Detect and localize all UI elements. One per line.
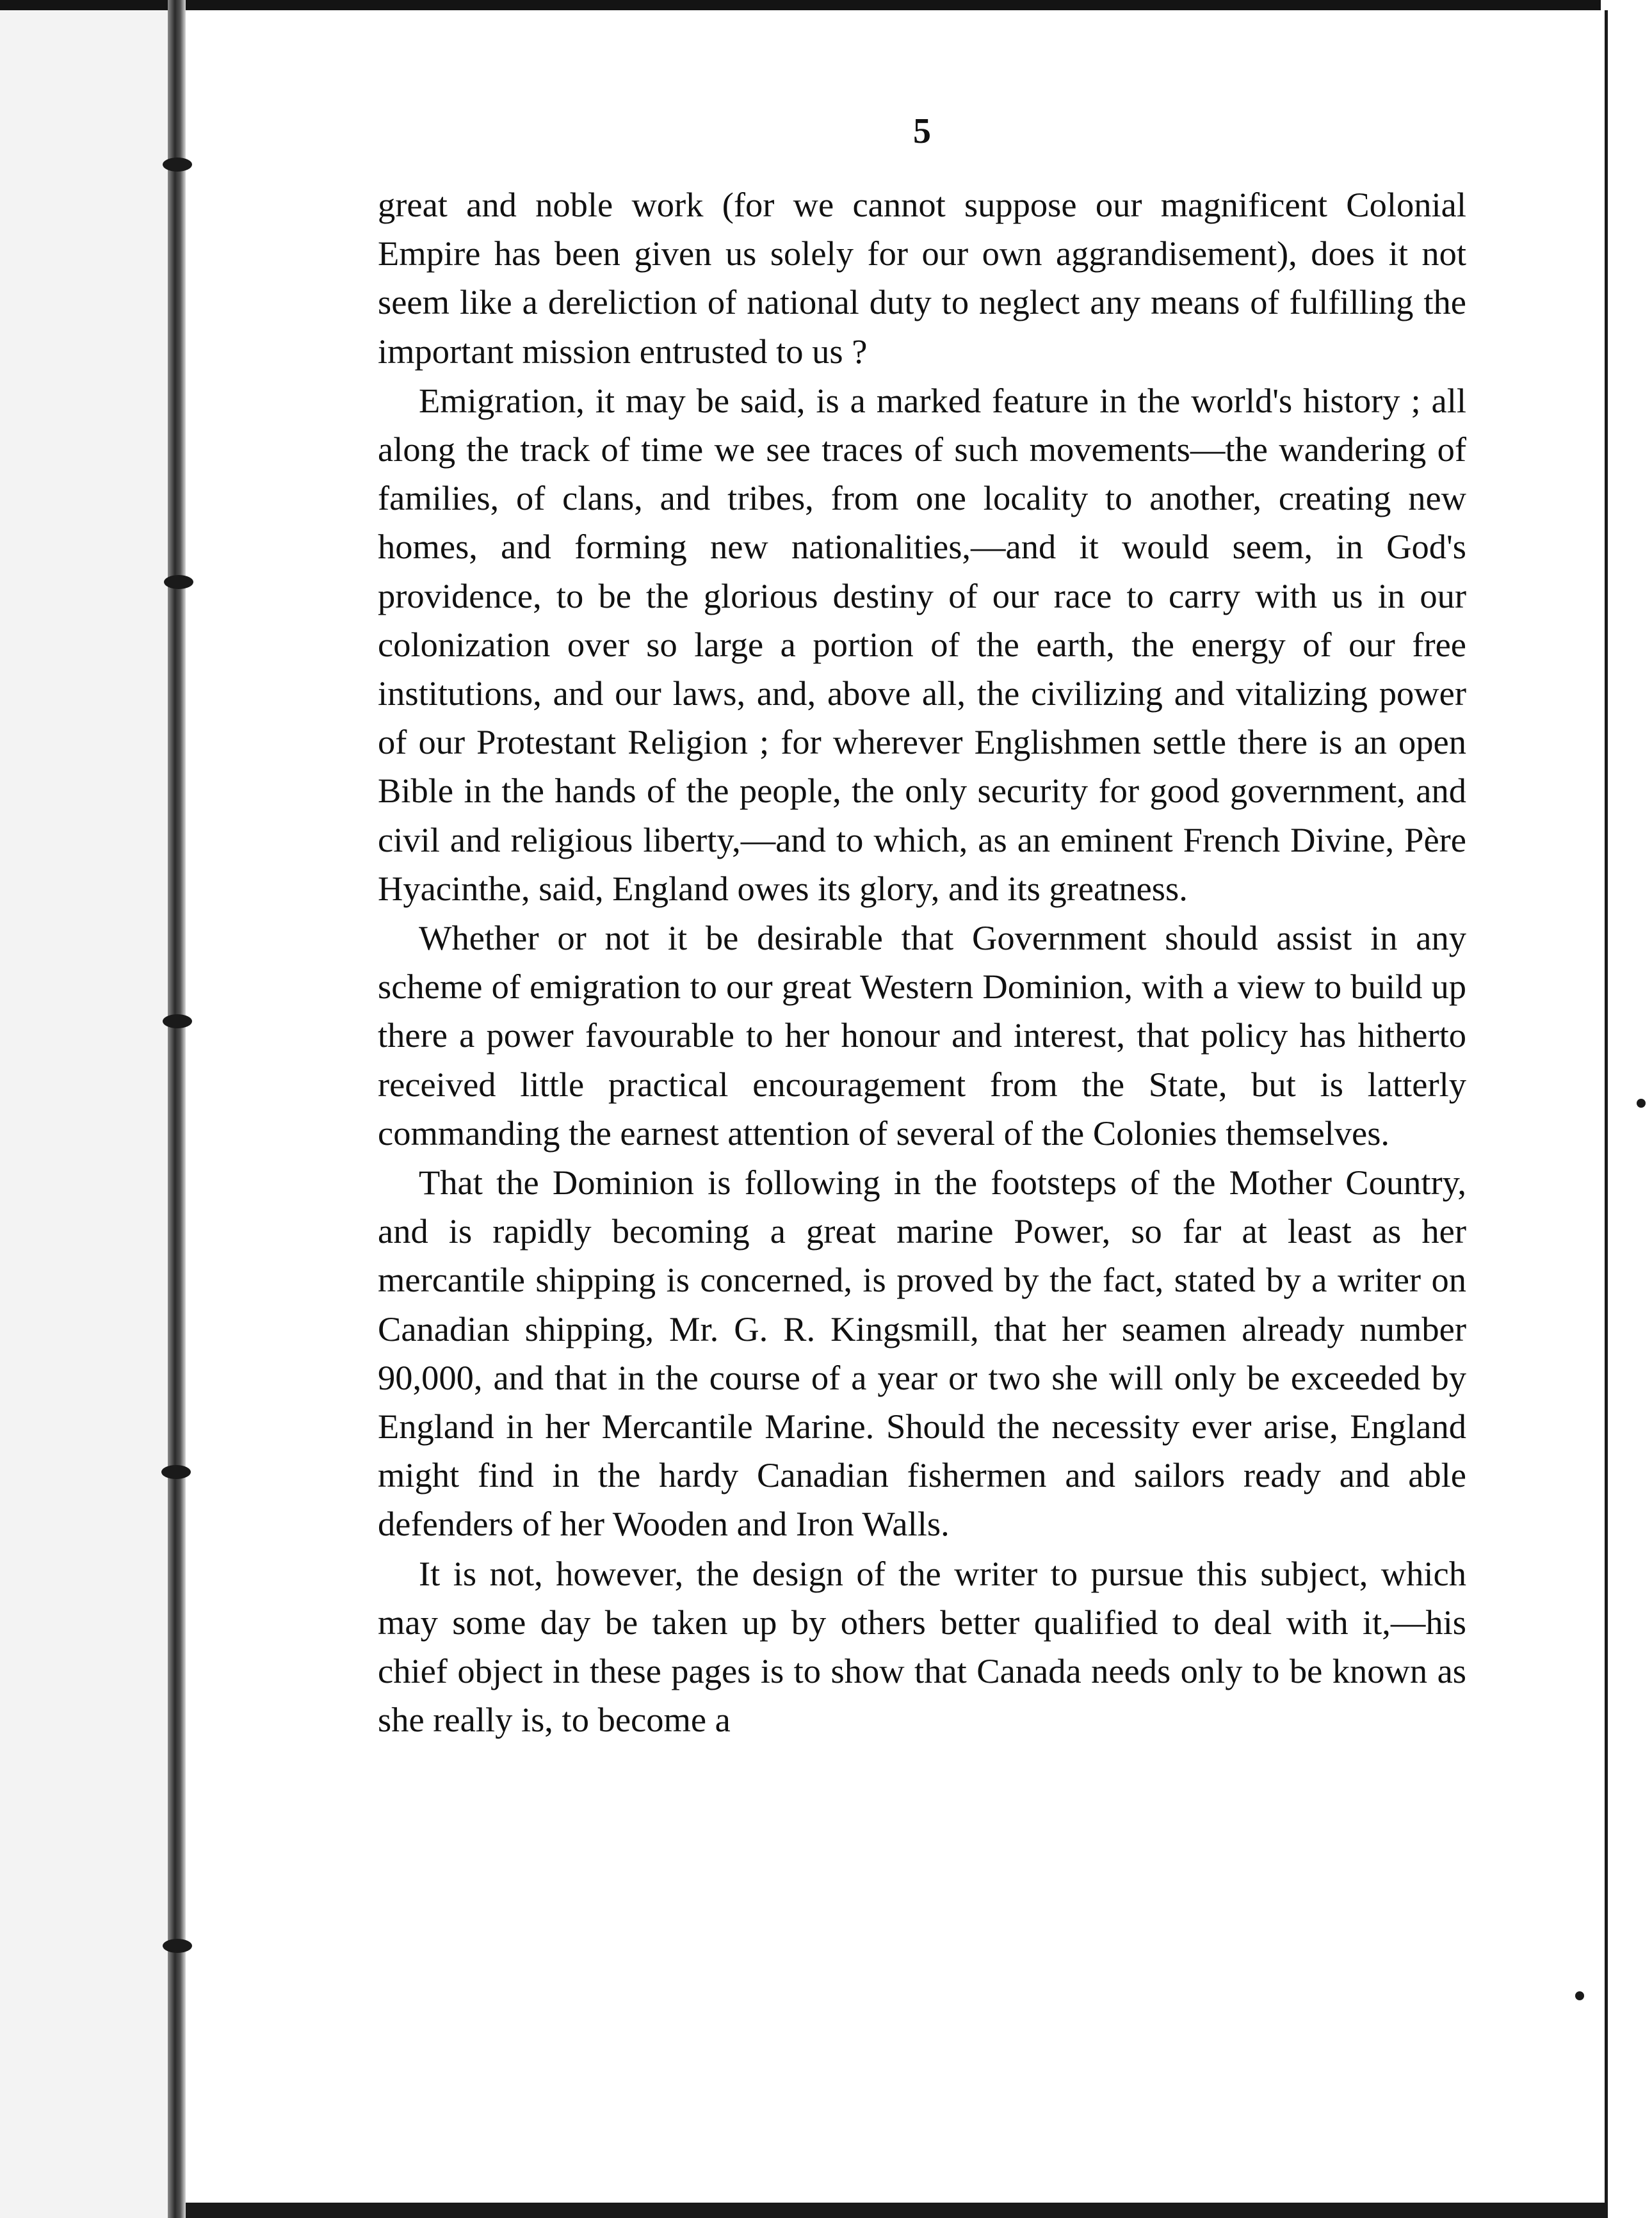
binding-stitch <box>161 1465 191 1479</box>
paragraph-emigration: Emigration, it may be said, is a marked feature in the world's history ; all along the track of time we see traces of such movements—the wandering of families, of clans, and tribes, from one locality to another, creating new homes, and forming new nationalities,—and it would seem, in God's providence, to be the glorious destiny of our race to carry with us in our colonization over so large a portion of the earth, the energy of our free institutions, and our laws, and, above all, the civilizing and vitalizing power of our Protestant Religion ; for wherever Englishmen settle there is an open Bible in the hands of the people, the only security for good government, and civil and religious liberty,—and to which, as an eminent French Divine, Père Hyacinthe, said, England owes its glory, and its greatness. <box>378 380 1466 908</box>
scan-top-border <box>0 0 1652 10</box>
facing-page-margin <box>0 10 168 2218</box>
scan-bottom-border <box>186 2203 1605 2218</box>
binding-stitch <box>163 1014 192 1028</box>
paragraph-dominion: That the Dominion is following in the footsteps of the Mother Country, and is rapidly becoming a great marine Power, so far at least as her mercantile shipping is concerned, is proved by the fact, stated by a writer on Canadian shipping, Mr. G. R. Kingsmill, that her seamen already number 90,000, and that in the course of a year or two she will only be exceeded by England in her Mercantile Marine. Should the necessity ever arise, England might find in the hardy Canadian fishermen and sailors ready and able defenders of her Wooden and Iron Walls. <box>378 1163 1466 1544</box>
binding-stitch <box>163 1939 192 1953</box>
binding-stitch <box>164 575 193 589</box>
body-text <box>378 181 1466 1745</box>
scan-speck <box>1637 1099 1646 1108</box>
paragraph-government: Whether or not it be desirable that Government should assist in any scheme of emigration to our great Western Dominion, with a view to build up there a power favourable to her honour and interest, that policy has hitherto received little practical encouragement from the State, but is latterly commanding the earnest attention of several of the Colonies themselves. <box>378 918 1466 1153</box>
book-binding <box>168 0 186 2218</box>
page-number: 5 <box>913 111 931 151</box>
scan-speck <box>1575 1991 1584 2000</box>
paragraph-design: It is not, however, the design of the writer to pursue this subject, which may some day be taken up by others better qualified to deal with it,—his chief object in these pages is to show that Canada needs only to be known as she really is, to become a <box>378 1553 1466 1740</box>
right-page-edge-line <box>1605 10 1608 2218</box>
right-page-edge <box>1601 0 1652 2218</box>
book-page <box>378 109 1466 1745</box>
binding-stitch <box>163 158 192 172</box>
paragraph-continued: great and noble work (for we cannot suppose our magnificent Colonial Empire has been given us solely for our own aggrandisement), does it not seem like a dereliction of national duty to neglect any means of fulfilling the important mission entrusted to us ? <box>378 185 1466 371</box>
